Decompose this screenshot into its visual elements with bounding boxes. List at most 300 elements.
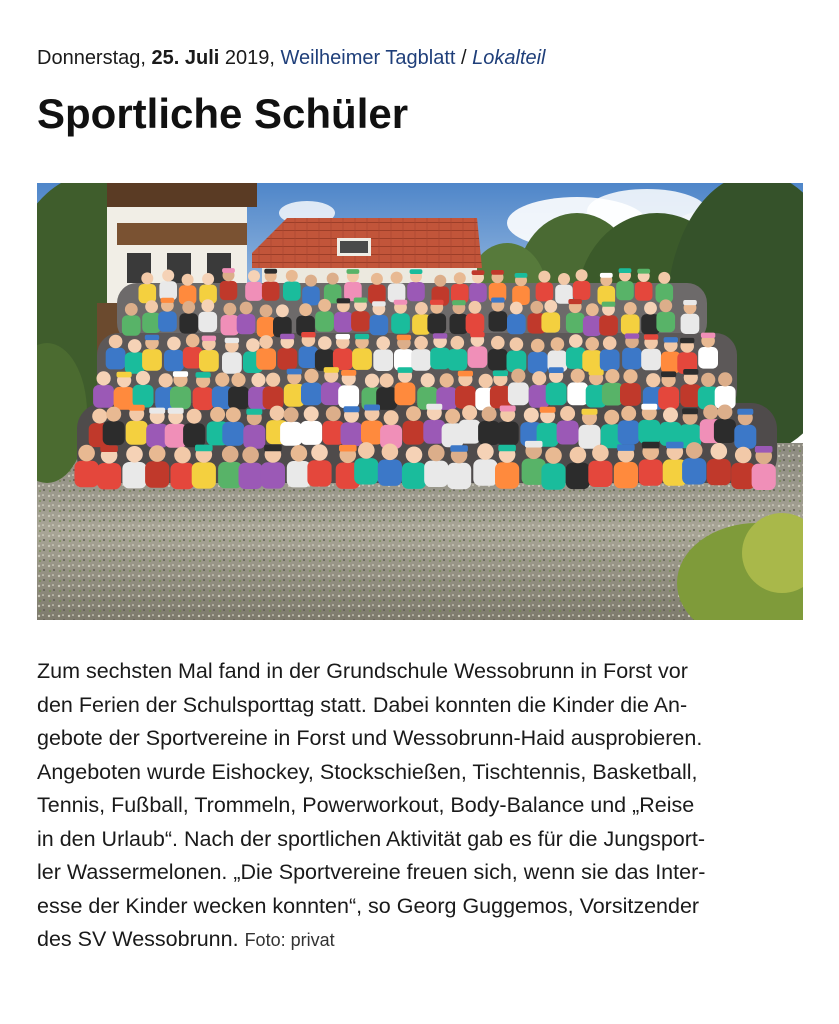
article-body	[37, 655, 807, 958]
person-head	[406, 447, 423, 464]
person-head	[586, 303, 599, 316]
person-body	[283, 282, 301, 301]
article-line: in den Urlaub“. Nach der sportlichen Aktivität gab es für die Jungsport-	[37, 826, 706, 851]
person-cap	[625, 333, 639, 338]
person-body	[447, 349, 467, 371]
person-cap	[354, 298, 368, 303]
person-body	[488, 349, 508, 371]
person-body	[302, 286, 320, 305]
person-body	[142, 313, 161, 333]
person-body	[75, 461, 99, 487]
person-cap	[582, 409, 598, 415]
person-head	[479, 374, 493, 388]
person-body	[352, 348, 372, 370]
person-cap	[264, 445, 282, 452]
person-head	[318, 336, 332, 350]
person-cap	[589, 370, 604, 376]
person-head	[621, 406, 636, 421]
person-body	[164, 350, 184, 372]
person-body	[402, 463, 426, 489]
person-body	[145, 461, 169, 487]
person-head	[576, 269, 588, 281]
person-head	[686, 442, 703, 459]
person-head	[440, 373, 454, 387]
person-body	[133, 385, 154, 408]
person-head	[469, 301, 482, 314]
person-head	[663, 407, 678, 422]
person-head	[718, 372, 732, 386]
person-head	[530, 301, 543, 314]
person-body	[280, 422, 302, 446]
group-photo-image	[37, 183, 803, 620]
person-head	[299, 303, 312, 316]
person-head	[291, 445, 308, 462]
person-head	[382, 444, 399, 461]
person-body	[682, 458, 706, 484]
person-head	[311, 444, 328, 461]
person-body	[103, 421, 125, 445]
person-cap	[117, 372, 132, 378]
person-cap	[336, 334, 350, 339]
person-head	[371, 273, 383, 285]
person-head	[186, 334, 200, 348]
person-head	[511, 369, 525, 383]
person-body	[221, 315, 240, 335]
person-body	[541, 312, 560, 332]
person-cap	[491, 298, 505, 303]
person-cap	[637, 269, 650, 274]
person-body	[508, 382, 529, 405]
person-body	[222, 352, 242, 374]
article-line: gebote der Sportvereine in Forst und Wessobrunn-Haid ausprobieren.	[37, 726, 703, 750]
person-body	[459, 420, 481, 444]
person-cap	[642, 442, 660, 449]
person-cap	[264, 269, 277, 274]
person-cap	[619, 268, 632, 273]
person-head	[286, 270, 298, 282]
person-head	[187, 409, 202, 424]
person-cap	[549, 367, 564, 373]
person-body	[427, 313, 446, 333]
person-cap	[173, 371, 188, 377]
person-cap	[347, 269, 360, 274]
person-cap	[222, 268, 235, 273]
person-body	[333, 348, 353, 370]
person-body	[351, 311, 370, 331]
person-head	[174, 447, 191, 464]
person-body	[641, 349, 661, 371]
person-body	[139, 284, 157, 303]
article-line: Tennis, Fußball, Trommeln, Powerworkout, Body-Balance und „Reise	[37, 793, 695, 817]
person-body	[334, 312, 353, 332]
person-head	[182, 274, 194, 286]
person-body	[388, 283, 406, 302]
person-body	[158, 311, 177, 331]
person-head	[454, 272, 466, 284]
person-head	[202, 273, 214, 285]
person-cap	[498, 445, 516, 452]
person-body	[361, 421, 383, 445]
person-body	[170, 386, 191, 409]
person-body	[228, 387, 249, 410]
person-head	[735, 447, 752, 464]
person-body	[198, 312, 217, 332]
person-body	[300, 421, 322, 445]
person-body	[315, 311, 334, 331]
person-head	[326, 406, 341, 421]
person-head	[428, 445, 445, 462]
person-body	[566, 463, 590, 489]
person-head	[358, 442, 375, 459]
person-head	[658, 272, 670, 284]
person-head	[167, 337, 181, 351]
person-body	[373, 349, 393, 371]
person-cap	[246, 409, 262, 415]
person-head	[125, 303, 138, 316]
person-head	[136, 371, 150, 385]
person-body	[620, 383, 641, 406]
person-head	[531, 339, 545, 353]
article-line: esse der Kinder wecken konnten“, so Georg Guggemos, Vorsitzender	[37, 893, 700, 918]
person-body	[262, 282, 280, 301]
person-head	[259, 335, 273, 349]
person-cap	[500, 406, 516, 412]
person-head	[276, 304, 289, 317]
person-head	[462, 405, 477, 420]
article-headline: Sportliche Schüler	[37, 90, 409, 137]
person-head	[248, 270, 260, 282]
person-body	[199, 350, 219, 372]
person-body	[567, 382, 588, 405]
person-head	[327, 273, 339, 285]
person-head	[570, 447, 587, 464]
person-cap	[410, 269, 423, 274]
person-body	[97, 463, 121, 489]
article-line-text: des SV Wessobrunn.	[37, 927, 239, 951]
dateline-weekday: Donnerstag,	[37, 47, 146, 69]
person-body	[618, 420, 640, 444]
person-head	[703, 405, 718, 420]
person-head	[532, 371, 546, 385]
article-line: den Ferien der Schulsporttag statt. Dabei konnten die Kinder die An-	[37, 692, 688, 717]
person-body	[430, 348, 450, 370]
person-body	[142, 349, 162, 371]
person-head	[159, 373, 173, 387]
person-cap	[701, 333, 715, 338]
person-head	[201, 299, 214, 312]
person-body	[469, 283, 487, 302]
person-head	[391, 272, 403, 284]
person-head	[491, 336, 505, 350]
person-head	[145, 300, 158, 313]
person-cap	[452, 300, 466, 305]
person-body	[170, 463, 194, 489]
person-head	[538, 271, 550, 283]
person-body	[368, 285, 386, 304]
person-body	[546, 383, 567, 406]
person-body	[528, 352, 548, 374]
person-head	[318, 299, 331, 312]
person-head	[585, 337, 599, 351]
person-cap	[600, 273, 613, 278]
person-head	[646, 373, 660, 387]
person-body	[122, 462, 146, 488]
person-cap	[341, 370, 356, 376]
person-body	[583, 316, 602, 336]
person-cap	[644, 334, 658, 339]
person-body	[256, 348, 276, 370]
person-head	[414, 336, 428, 350]
person-body	[403, 421, 425, 445]
person-body	[122, 315, 141, 335]
person-body	[126, 421, 148, 445]
person-body	[370, 315, 389, 335]
person-cap	[525, 441, 543, 448]
person-body	[698, 347, 718, 369]
person-cap	[372, 301, 386, 306]
person-body	[616, 281, 634, 300]
person-head	[106, 407, 121, 422]
person-head	[624, 302, 637, 315]
person-body	[222, 422, 244, 446]
person-body	[391, 313, 410, 333]
person-head	[477, 443, 494, 460]
person-cap	[344, 406, 360, 412]
person-cap	[161, 298, 175, 303]
person-body	[635, 282, 653, 301]
person-body	[600, 349, 620, 371]
person-head	[224, 303, 237, 316]
person-body	[159, 281, 177, 300]
person-cap	[364, 405, 380, 411]
person-cap	[149, 408, 165, 414]
person-cap	[433, 333, 447, 338]
person-body	[658, 387, 679, 410]
person-head	[545, 447, 562, 464]
person-head	[222, 446, 239, 463]
person-body	[192, 462, 216, 488]
person-cap	[680, 338, 694, 343]
person-body	[599, 315, 618, 335]
person-body	[507, 314, 526, 334]
person-body	[573, 281, 591, 300]
person-body	[656, 312, 675, 332]
person-body	[614, 462, 638, 488]
person-head	[260, 305, 273, 318]
person-head	[451, 336, 465, 350]
person-head	[376, 336, 390, 350]
person-body	[639, 459, 663, 485]
person-head	[592, 445, 609, 462]
person-cap	[682, 408, 698, 414]
dateline	[37, 44, 546, 72]
person-head	[162, 270, 174, 282]
person-head	[571, 369, 585, 383]
person-body	[237, 314, 256, 334]
person-cap	[617, 444, 635, 451]
person-cap	[225, 338, 239, 343]
person-body	[447, 463, 471, 489]
person-head	[524, 408, 539, 423]
person-cap	[168, 408, 184, 414]
person-head	[126, 446, 143, 463]
person-body	[466, 313, 485, 333]
person-head	[141, 272, 153, 284]
person-head	[711, 443, 728, 460]
person-body	[407, 282, 425, 301]
person-head	[97, 371, 111, 385]
person-body	[261, 462, 285, 488]
person-cap	[202, 336, 216, 341]
person-body	[621, 314, 640, 334]
person-body	[752, 464, 776, 490]
person-cap	[472, 270, 485, 275]
person-cap	[737, 409, 753, 415]
person-body	[179, 313, 198, 333]
person-head	[644, 302, 657, 315]
person-head	[284, 407, 299, 422]
person-head	[231, 373, 245, 387]
person-body	[341, 422, 363, 446]
person-body	[307, 460, 331, 486]
person-cap	[397, 367, 412, 373]
person-head	[406, 406, 421, 421]
person-body	[714, 419, 736, 443]
person-body	[257, 317, 276, 337]
person-head	[415, 302, 428, 315]
article-line: Angeboten wurde Eishockey, Stockschießen, Tischtennis, Basketball,	[37, 759, 698, 784]
person-cap	[426, 404, 442, 410]
person-cap	[641, 404, 657, 410]
person-head	[78, 445, 95, 462]
person-head	[569, 334, 583, 348]
person-cap	[324, 367, 339, 373]
person-cap	[195, 445, 213, 452]
person-head	[717, 405, 732, 420]
person-body	[566, 313, 585, 333]
person-head	[270, 406, 285, 421]
person-cap	[568, 299, 582, 304]
person-body	[541, 463, 565, 489]
person-cap	[355, 334, 369, 339]
person-cap	[683, 300, 697, 305]
person-cap	[664, 337, 678, 342]
person-body	[602, 383, 623, 406]
person-cap	[337, 298, 351, 303]
person-body	[582, 350, 602, 372]
person-cap	[661, 371, 676, 377]
person-head	[482, 407, 497, 422]
person-head	[365, 374, 379, 388]
person-body	[239, 463, 263, 489]
person-body	[622, 348, 642, 370]
person-head	[445, 409, 460, 424]
person-body	[287, 461, 311, 487]
person-body	[338, 385, 359, 408]
section-link[interactable]: Lokalteil	[472, 47, 546, 69]
person-cap	[602, 302, 616, 307]
photo-credit: Foto: privat	[244, 930, 335, 950]
person-body	[536, 282, 554, 301]
person-cap	[430, 300, 444, 305]
person-head	[434, 275, 446, 287]
article-photo	[37, 183, 803, 620]
person-head	[560, 406, 575, 421]
person-body	[243, 425, 265, 449]
person-body	[125, 352, 145, 374]
person-cap	[145, 335, 159, 340]
person-head	[226, 407, 241, 422]
person-body	[354, 458, 378, 484]
person-head	[128, 339, 142, 353]
person-body	[557, 421, 579, 445]
person-body	[106, 348, 126, 370]
person-body	[455, 386, 476, 409]
person-head	[510, 302, 523, 315]
person-head	[701, 373, 715, 387]
article-line: ler Wassermelonen. „Die Sportvereine freuen sich, wenn sie das Inter-	[37, 860, 706, 884]
person-head	[109, 335, 123, 349]
person-body	[468, 346, 488, 368]
person-cap	[470, 332, 484, 337]
person-body	[93, 385, 114, 408]
person-head	[266, 373, 280, 387]
person-cap	[683, 369, 698, 375]
person-cap	[450, 445, 468, 452]
person-cap	[129, 405, 145, 411]
article-last-line	[37, 923, 807, 958]
person-head	[304, 369, 318, 383]
person-head	[603, 336, 617, 350]
publication-link[interactable]: Weilheimer Tagblatt	[280, 47, 456, 69]
person-head	[92, 409, 107, 424]
person-head	[604, 410, 619, 425]
person-body	[183, 423, 205, 447]
person-cap	[493, 370, 508, 376]
person-cap	[301, 332, 315, 337]
person-head	[215, 373, 229, 387]
person-body	[588, 461, 612, 487]
person-body	[497, 422, 519, 446]
person-head	[421, 373, 435, 387]
person-cap	[196, 372, 211, 378]
person-head	[182, 301, 195, 314]
person-head	[305, 275, 317, 287]
person-body	[193, 387, 214, 410]
person-body	[489, 311, 508, 331]
person-head	[551, 337, 565, 351]
person-cap	[339, 445, 357, 452]
person-head	[251, 373, 265, 387]
person-cap	[491, 270, 504, 275]
person-body	[473, 459, 497, 485]
person-head	[384, 410, 399, 425]
dateline-year: 2019,	[224, 47, 275, 69]
person-cap	[540, 407, 556, 413]
person-cap	[515, 273, 528, 278]
person-head	[242, 447, 259, 464]
person-head	[246, 338, 260, 352]
person-body	[734, 425, 756, 449]
person-body	[245, 282, 263, 301]
person-head	[659, 299, 672, 312]
person-cap	[100, 445, 118, 452]
person-cap	[394, 300, 408, 305]
person-body	[450, 314, 469, 334]
person-body	[263, 386, 284, 409]
person-head	[558, 273, 570, 285]
dateline-date: 25. Juli	[151, 47, 220, 69]
